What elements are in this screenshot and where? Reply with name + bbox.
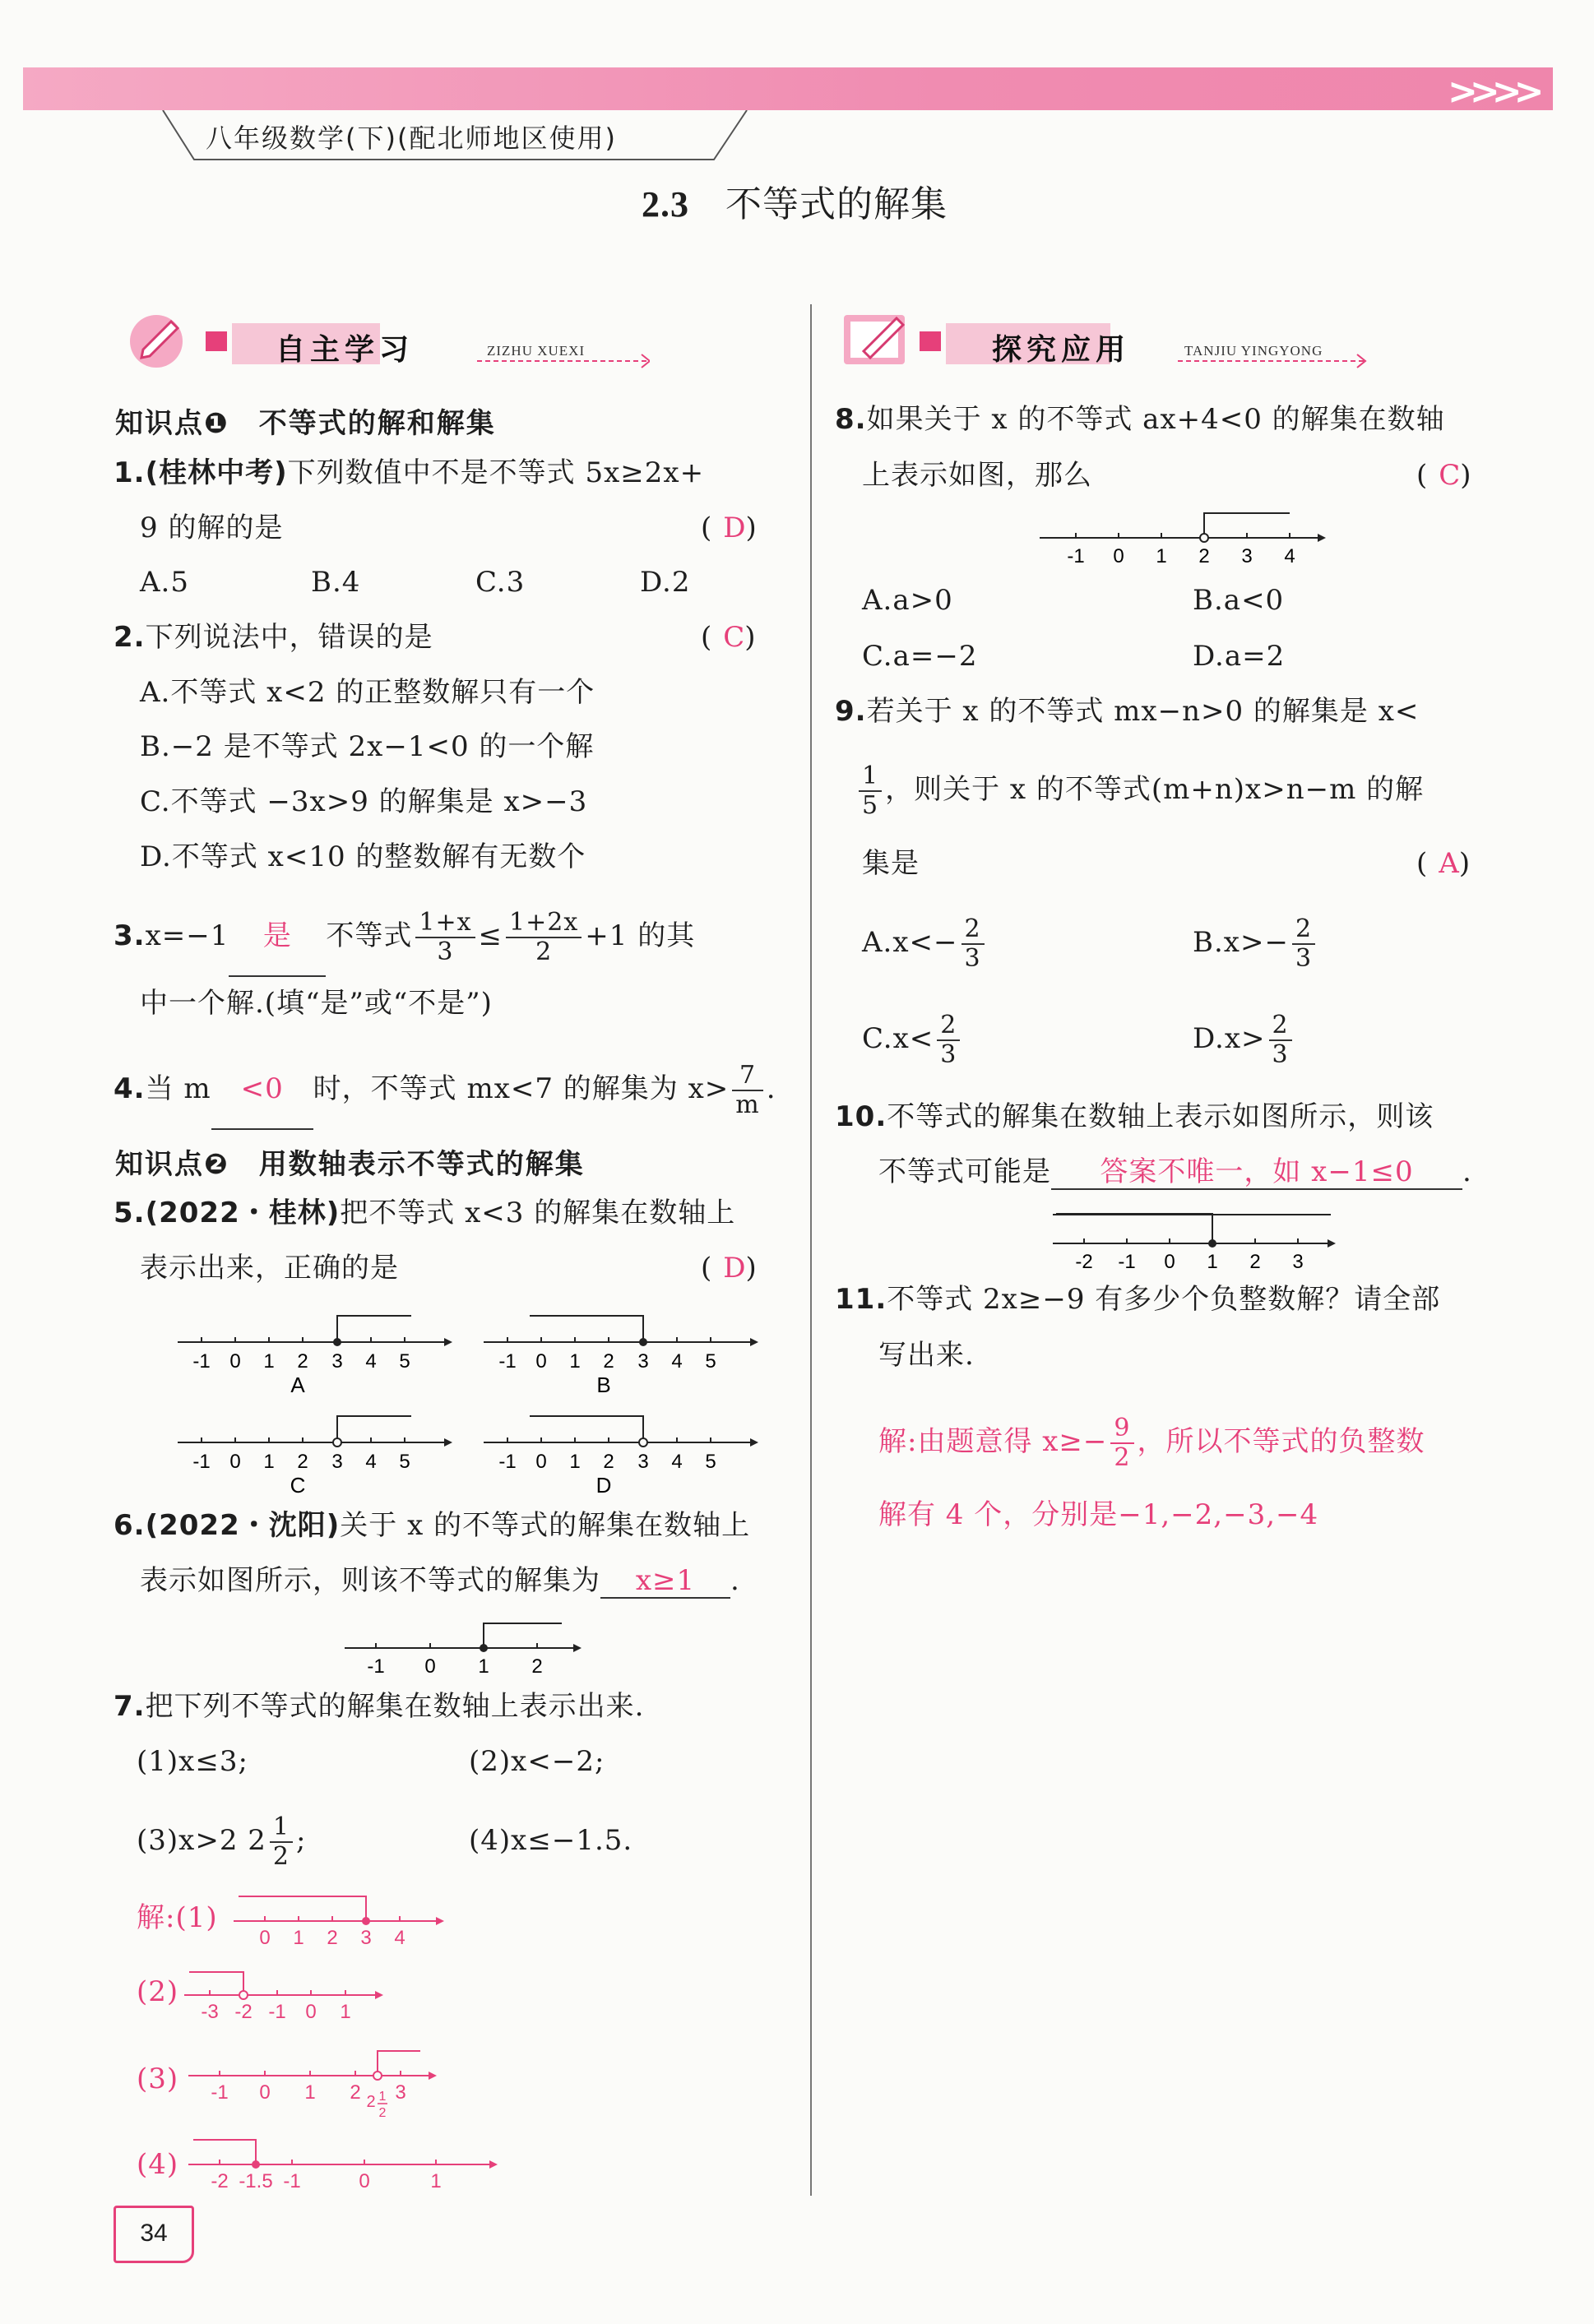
q7s3-tick: 0 (259, 2081, 271, 2104)
q10-tick: 2 (1249, 1251, 1261, 1270)
q9-answer: A (1439, 847, 1459, 880)
q7-item-2: (2)x<−2; (469, 1745, 605, 1778)
q9-option-d: D.x> $\frac{2}{3}$ (1193, 999, 1295, 1078)
q6-tick: 1 (478, 1655, 489, 1678)
q2-answer-paren: (C) (701, 621, 767, 654)
q1-option-d: D.2 (640, 566, 691, 599)
q5-line-d (484, 1416, 758, 1498)
q10-line1: 10.不等式的解集在数轴上表示如图所示，则该 (835, 1100, 1434, 1133)
q5c-tick: 0 (229, 1451, 241, 1473)
q5d-tick: 1 (569, 1451, 581, 1473)
q5-answer-paren: (D) (701, 1252, 768, 1285)
q8-number-line (1036, 503, 1341, 569)
q11-solution-line1: 解:由题意得 x≥− $\frac{9}{2}$ ，所以不等式的负整数 (878, 1414, 1425, 1472)
q7s2-tick: -1 (268, 2001, 286, 2023)
q6-number-line (341, 1612, 588, 1678)
q7s2-tick: 0 (305, 2001, 317, 2023)
q7-solution-3-label: (3) (137, 2062, 179, 2095)
q7-solution-4-line (185, 2123, 514, 2189)
q8-tick: 2 (1198, 545, 1210, 567)
q7s1-tick: 2 (327, 1927, 338, 1949)
right-section-banner (839, 308, 1382, 374)
q10-tick: -1 (1118, 1251, 1136, 1270)
knowledge-point-1: 知识点❶ 不等式的解和解集 (115, 407, 496, 440)
q6-tick: 0 (424, 1655, 436, 1678)
q7-solution-3-line (185, 2025, 448, 2123)
page-number: 34 (114, 2206, 194, 2263)
q7-solution-1-label: 解:(1) (137, 1901, 218, 1934)
q8-tick: 3 (1241, 545, 1253, 567)
q2-stem: 2.下列说法中，错误的是 (114, 621, 433, 654)
q5d-tick: -1 (498, 1451, 517, 1473)
q5-line2: 表示出来，正确的是 (140, 1252, 399, 1285)
q7s3-tick: 2 (350, 2081, 361, 2104)
q5d-tick: 2 (603, 1451, 614, 1473)
q7s1-tick: 0 (259, 1927, 271, 1949)
q5b-tick: -1 (498, 1350, 517, 1373)
q9-line1: 9.若关于 x 的不等式 mx−n>0 的解集是 x< (835, 695, 1420, 728)
q5c-tick: 1 (263, 1451, 275, 1473)
q5c-tick: 5 (399, 1451, 410, 1473)
chevrons-icon: >>>> (1448, 71, 1536, 113)
q5c-tick: 2 (297, 1451, 308, 1473)
q10-tick: 0 (1164, 1251, 1175, 1270)
q5a-tick: 2 (297, 1350, 308, 1373)
q7s3-tick: 3 (395, 2081, 406, 2104)
book-label: 八年级数学(下)(配北师地区使用) (206, 123, 617, 154)
q5c-tick: -1 (192, 1451, 211, 1473)
header-band (23, 67, 1553, 110)
q9-option-b: B.x>− $\frac{2}{3}$ (1193, 903, 1318, 982)
self-study-title: 自主学习 (276, 333, 415, 367)
q8-tick: 1 (1156, 545, 1167, 567)
q5b-tick: 0 (535, 1350, 547, 1373)
q7s4-tick: -1.5 (239, 2170, 273, 2189)
knowledge-point-2: 知识点❷ 用数轴表示不等式的解集 (115, 1148, 585, 1181)
q9-option-c: C.x< $\frac{2}{3}$ (862, 999, 963, 1078)
q1-answer: D (723, 512, 746, 544)
q4-line: 4.当 m <0 时，不等式 mx<7 的解集为 x> $\frac{7}{m}$ . (114, 1049, 776, 1130)
q11-line2: 写出来. (878, 1339, 975, 1372)
q5a-tick: -1 (192, 1350, 211, 1373)
q7s4-tick: -1 (283, 2170, 301, 2189)
q7-solution-4-label: (4) (137, 2148, 179, 2181)
q5b-tick: 3 (637, 1350, 649, 1373)
q1-line1: 1.(桂林中考)下列数值中不是不等式 5x≥2x+ (114, 456, 705, 489)
q3-line1: 3.x=−1 是 不等式 $\frac{1+x}{3}$ ≤ $\frac{1+2x}{2}$ +1 的其 (114, 896, 695, 977)
q8-answer-paren: (C) (1416, 459, 1483, 492)
column-divider (810, 304, 812, 2196)
q5-line-c (178, 1416, 452, 1498)
q6-blank: x≥1 (600, 1564, 730, 1599)
explore-apply-title: 探究应用 (992, 333, 1131, 367)
q5c-tick: 4 (365, 1451, 377, 1473)
q11-solution-line2: 解有 4 个，分别是−1,−2,−3,−4 (878, 1498, 1319, 1531)
q7s2-tick: -3 (201, 2001, 219, 2023)
q4-blank: <0 (211, 1049, 313, 1130)
q8-line2: 上表示如图，那么 (862, 459, 1092, 492)
q7s1-tick: 4 (394, 1927, 405, 1949)
q7s1-tick: 1 (293, 1927, 304, 1949)
q6-tick: 2 (531, 1655, 543, 1678)
q5-line-a (178, 1316, 452, 1397)
q5-answer: D (723, 1252, 746, 1285)
explore-apply-pinyin: TANJIU YINGYONG (1184, 343, 1323, 359)
q9-answer-paren: (A) (1416, 847, 1482, 880)
q5d-tick: 4 (671, 1451, 683, 1473)
q2-answer: C (723, 621, 745, 654)
q1-option-a: A.5 (140, 566, 189, 599)
q8-option-d: D.a=2 (1193, 640, 1286, 673)
q10-tick: 3 (1292, 1251, 1304, 1270)
q1-option-b: B.4 (311, 566, 361, 599)
q8-tick: -1 (1067, 545, 1085, 567)
q7s4-tick: 1 (430, 2170, 442, 2189)
q8-option-a: A.a>0 (862, 584, 953, 617)
q5c-label: C (290, 1473, 306, 1498)
q10-tick: -2 (1075, 1251, 1093, 1270)
q7s1-tick: 3 (360, 1927, 372, 1949)
q5a-tick: 1 (263, 1350, 275, 1373)
q7-item-4: (4)x≤−1.5. (469, 1824, 633, 1857)
q5a-tick: 4 (365, 1350, 377, 1373)
q5-line-b (484, 1316, 758, 1397)
q7s2-tick: -2 (234, 2001, 253, 2023)
q5b-tick: 2 (603, 1350, 614, 1373)
q1-option-c: C.3 (475, 566, 526, 599)
q5d-tick: 5 (705, 1451, 716, 1473)
q7s4-tick: 0 (359, 2170, 370, 2189)
q8-answer: C (1439, 459, 1461, 492)
q8-option-b: B.a<0 (1193, 584, 1285, 617)
q7-stem: 7.把下列不等式的解集在数轴上表示出来. (114, 1690, 645, 1723)
q8-tick: 4 (1284, 545, 1295, 567)
q3-blank: 是 (229, 896, 326, 977)
q7s3-mark-num: 1 (378, 2090, 387, 2104)
q10-blank: 答案不唯一，如 x−1≤0 (1051, 1155, 1462, 1190)
q7s3-mark-den: 2 (378, 2106, 387, 2120)
q2-option-d: D.不等式 x<10 的整数解有无数个 (140, 840, 586, 873)
q1-answer-paren: (D) (701, 512, 768, 544)
q3-line2: 中一个解.(填“是”或“不是”) (140, 987, 493, 1020)
q8-tick: 0 (1113, 545, 1124, 567)
q6-tick: -1 (367, 1655, 385, 1678)
q8-line1: 8.如果关于 x 的不等式 ax+4<0 的解集在数轴 (835, 403, 1445, 436)
q7-item-3: (3)x>2 2 $\frac{1}{2}$ ; (137, 1812, 307, 1871)
q7s3-mark-whole: 2 (366, 2093, 376, 2111)
q7s3-tick: 1 (304, 2081, 316, 2104)
q1-line2: 9 的解的是 (140, 512, 284, 544)
q5d-tick: 0 (535, 1451, 547, 1473)
q7-solution-2-line (181, 1957, 395, 2023)
q7s3-tick: -1 (211, 2081, 229, 2104)
page-title (642, 174, 948, 227)
section-number: 2.3 (642, 184, 689, 225)
q7-solution-1-line (230, 1883, 452, 1949)
section-title: 不等式的解集 (725, 183, 948, 225)
q8-option-c: C.a=−2 (862, 640, 978, 673)
q5a-tick: 5 (399, 1350, 410, 1373)
q2-option-c: C.不等式 −3x>9 的解集是 x>−3 (140, 785, 588, 818)
q2-option-a: A.不等式 x<2 的正整数解只有一个 (140, 676, 595, 709)
q5-line1: 5.(2022・桂林)把不等式 x<3 的解集在数轴上 (114, 1197, 736, 1229)
q11-line1: 11.不等式 2x≥−9 有多少个负整数解？请全部 (835, 1283, 1441, 1316)
q10-line2: 不等式可能是 答案不唯一，如 x−1≤0 . (878, 1155, 1472, 1188)
q10-number-line (1050, 1204, 1354, 1270)
q5a-tick: 3 (331, 1350, 343, 1373)
q9-line3: 集是 (862, 847, 920, 880)
left-section-banner (123, 308, 650, 374)
q2-option-b: B.−2 是不等式 2x−1<0 的一个解 (140, 730, 595, 763)
q5b-tick: 5 (705, 1350, 716, 1373)
q5c-tick: 3 (331, 1451, 343, 1473)
q6-line2: 表示如图所示，则该不等式的解集为 x≥1 . (140, 1564, 740, 1597)
q6-line1: 6.(2022・沈阳)关于 x 的不等式的解集在数轴上 (114, 1509, 751, 1542)
q5d-tick: 3 (637, 1451, 649, 1473)
q7-item-1: (1)x≤3; (137, 1745, 248, 1778)
q7s2-tick: 1 (340, 2001, 351, 2023)
self-study-pinyin: ZIZHU XUEXI (487, 343, 586, 359)
q5-number-lines (173, 1299, 765, 1505)
q5a-label: A (290, 1373, 305, 1397)
q5a-tick: 0 (229, 1350, 241, 1373)
q7s4-tick: -2 (211, 2170, 229, 2189)
q9-line2: $\frac{1}{5}$ ，则关于 x 的不等式(m+n)x>n−m 的解 (855, 750, 1424, 829)
q5b-tick: 4 (671, 1350, 683, 1373)
q10-tick: 1 (1207, 1251, 1218, 1270)
q5b-tick: 1 (569, 1350, 581, 1373)
q9-option-a: A.x<− $\frac{2}{3}$ (862, 903, 988, 982)
q7-solution-2-label: (2) (137, 1975, 179, 2008)
q5b-label: B (596, 1373, 611, 1397)
q5d-label: D (595, 1473, 612, 1498)
